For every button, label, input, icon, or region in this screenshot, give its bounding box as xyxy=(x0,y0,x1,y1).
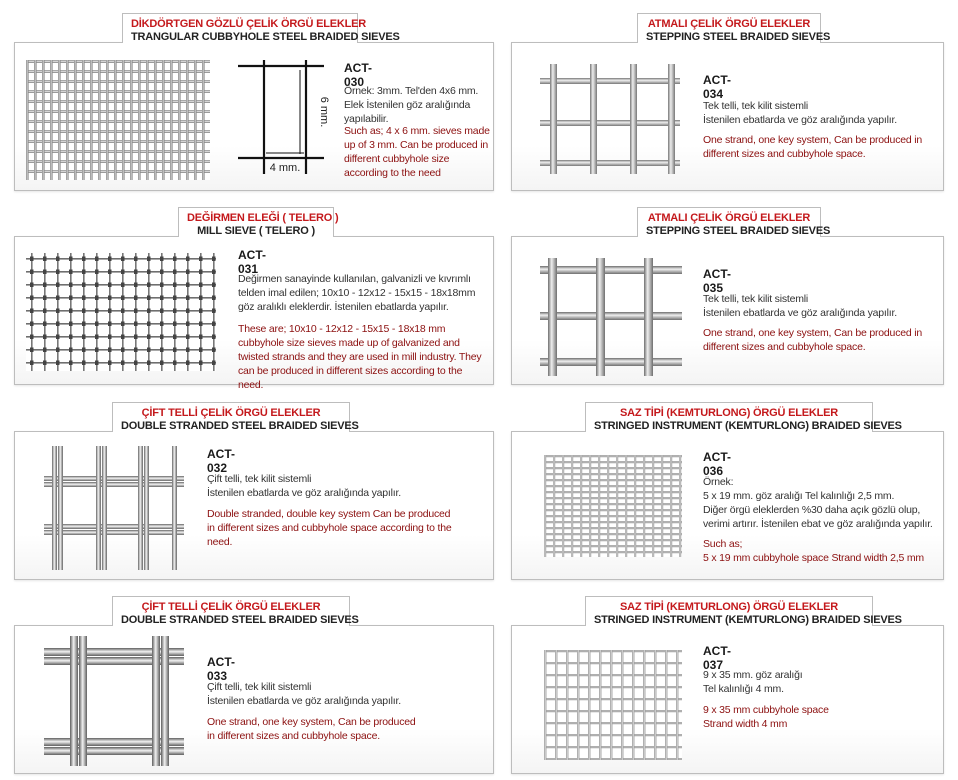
product-title-tab xyxy=(178,207,339,237)
description-en: These are; 10x10 - 12x12 - 15x15 - 18x18 mm cubbyhole size sieves made up of galvanized and twisted strands and they are used in mill industry. They can be produced in different sizes according to the need. xyxy=(238,323,482,391)
description-tr: Örnek: 3mm. Tel'den 4x6 mm. Elek İstenilen göz aralığında yapılabilir. xyxy=(344,85,479,125)
sieve-photo-kemturlong-fine xyxy=(544,455,682,557)
sieve-photo-stepping-mesh xyxy=(540,258,682,376)
sieve-photo-kemturlong-wide xyxy=(544,650,682,760)
sieve-photo-fine-rect xyxy=(26,60,210,180)
product-code: ACT-037 xyxy=(703,644,731,672)
product-title-tab xyxy=(637,207,831,237)
product-code: ACT-032 xyxy=(207,447,235,475)
product-code: ACT-034 xyxy=(703,73,731,101)
description-tr: 9 x 35 mm. göz aralığı Tel kalınlığı 4 mm. xyxy=(703,669,803,695)
product-title-tab xyxy=(585,402,902,432)
description-en: Double stranded, double key system Can be produced in different sizes and cubbyhole space according to the need. xyxy=(207,508,452,548)
title-tr: SAZ TİPİ (KEMTURLONG) ÖRGÜ ELEKLER xyxy=(619,601,839,613)
product-title-tab xyxy=(112,596,359,626)
product-code: ACT-033 xyxy=(207,655,235,683)
title-en: DOUBLE STRANDED STEEL BRAIDED SIEVES xyxy=(121,614,359,626)
description-en: One strand, one key system, Can be produced in different sizes and cubbyhole space. xyxy=(703,134,923,160)
title-en: STEPPING STEEL BRAIDED SIEVES xyxy=(646,225,831,237)
title-tr: ÇİFT TELLİ ÇELİK ÖRGÜ ELEKLER xyxy=(141,407,321,419)
title-tr: ATMALI ÇELİK ÖRGÜ ELEKLER xyxy=(647,18,811,30)
title-tr: ATMALI ÇELİK ÖRGÜ ELEKLER xyxy=(647,212,811,224)
title-en: TRANGULAR CUBBYHOLE STEEL BRAIDED SIEVES xyxy=(131,31,400,43)
title-tr: SAZ TİPİ (KEMTURLONG) ÖRGÜ ELEKLER xyxy=(619,407,839,419)
mesh-dimension-diagram xyxy=(236,60,336,180)
title-en: STRINGED INSTRUMENT (KEMTURLONG) BRAIDED SIEVES xyxy=(594,420,902,432)
description-en: Such as; 5 x 19 mm cubbyhole space Strand width 2,5 mm xyxy=(703,538,924,564)
dim-height-label: 6 mm. xyxy=(318,96,330,128)
product-code: ACT-036 xyxy=(703,450,731,478)
dim-width-label: 4 mm. xyxy=(269,162,301,174)
product-title-tab xyxy=(122,13,400,43)
title-en: MILL SIEVE ( TELERO ) xyxy=(197,225,315,237)
sieve-photo-double-strand-large xyxy=(44,636,184,766)
description-en: 9 x 35 mm cubbyhole space Strand width 4 mm xyxy=(703,704,829,730)
product-title-tab xyxy=(585,596,902,626)
description-tr: Örnek: 5 x 19 mm. göz aralığı Tel kalınlığı 2,5 mm. Diğer örgü eleklerden %30 daha açık gözlü olup, verimi artırır. İstenilen ebat ve göz aralığında yapılır. xyxy=(703,476,933,530)
product-code: ACT-035 xyxy=(703,267,731,295)
product-title-tab xyxy=(112,402,359,432)
product-title-tab xyxy=(637,13,831,43)
product-code: ACT-031 xyxy=(238,248,266,276)
description-en: Such as; 4 x 6 mm. sieves made up of 3 mm. Can be produced in different cubbyhole size according to the need xyxy=(344,125,490,179)
description-en: One strand, one key system, Can be produced in different sizes and cubbyhole space. xyxy=(703,327,923,353)
title-tr: ÇİFT TELLİ ÇELİK ÖRGÜ ELEKLER xyxy=(141,601,321,613)
title-en: DOUBLE STRANDED STEEL BRAIDED SIEVES xyxy=(121,420,359,432)
title-tr: DEĞİRMEN ELEĞİ ( TELERO ) xyxy=(187,212,339,224)
sieve-photo-stepping-mesh xyxy=(540,64,680,174)
title-en: STEPPING STEEL BRAIDED SIEVES xyxy=(646,31,831,43)
description-tr: Çift telli, tek kilit sistemli İstenilen ebatlarda ve göz aralığında yapılır. xyxy=(207,473,401,499)
description-tr: Çift telli, tek kilit sistemli İstenilen ebatlarda ve göz aralığında yapılır. xyxy=(207,681,401,707)
sieve-photo-mill-mesh xyxy=(26,253,216,371)
sieve-photo-double-strand xyxy=(44,446,184,570)
description-tr: Tek telli, tek kilit sistemli İstenilen ebatlarda ve göz aralığında yapılır. xyxy=(703,293,897,319)
product-code: ACT-030 xyxy=(344,61,372,89)
description-tr: Tek telli, tek kilit sistemli İstenilen ebatlarda ve göz aralığında yapılır. xyxy=(703,100,897,126)
description-en: One strand, one key system, Can be produced in different sizes and cubbyhole space. xyxy=(207,716,416,742)
description-tr: Değirmen sanayinde kullanılan, galvanizli ve kıvrımlı telden imal edilen; 10x10 - 12x12 - 15x15 - 18x18mm göz aralıklı eleklerdir. İstenilen ebatlarda yapılır. xyxy=(238,273,476,313)
title-en: STRINGED INSTRUMENT (KEMTURLONG) BRAIDED SIEVES xyxy=(594,614,902,626)
title-tr: DİKDÖRTGEN GÖZLÜ ÇELİK ÖRGÜ ELEKLER xyxy=(131,18,367,30)
